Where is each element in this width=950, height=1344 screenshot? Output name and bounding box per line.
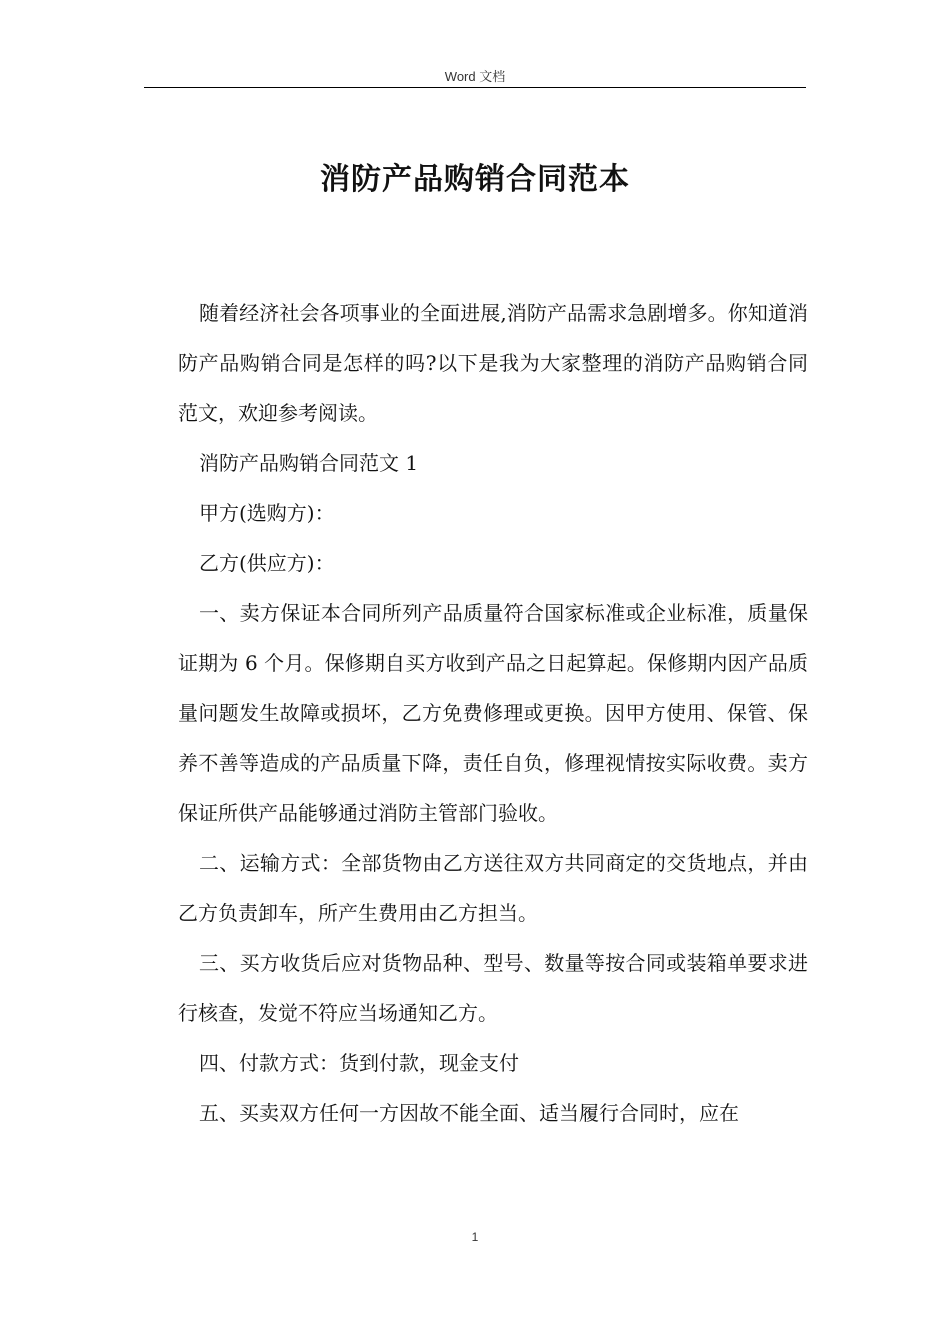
paragraph-party-a: 甲方(选购方)： bbox=[199, 501, 335, 525]
document-title: 消防产品购销合同范本 bbox=[320, 162, 630, 197]
paragraph-clause-1: 一、卖方保证本合同所列产品质量符合国家标准或企业标准，质量保证期为 6 个月。保修期自买方收到产品之日起算起。保修期内因产品质量问题发生故障或损坏，乙方免费修理或更换。因甲方使用、保管、保养不善等造成的产品质量下降，责任自负，修理视情按实际收费。卖方保证所供产品能够通过消防主管部门验收。 bbox=[178, 601, 808, 825]
page-header-label: Word 文档 bbox=[444, 69, 506, 84]
paragraph-intro: 随着经济社会各项事业的全面进展,消防产品需求急剧增多。你知道消防产品购销合同是怎样的吗?以下是我为大家整理的消防产品购销合同范文，欢迎参考阅读。 bbox=[178, 301, 808, 425]
page-number: 1 bbox=[471, 1230, 479, 1244]
paragraph-clause-3: 三、买方收货后应对货物品种、型号、数量等按合同或装箱单要求进行核查，发觉不符应当场通知乙方。 bbox=[178, 951, 808, 1025]
paragraph-clause-4: 四、付款方式：货到付款，现金支付 bbox=[199, 1051, 519, 1075]
header-divider bbox=[144, 87, 806, 88]
paragraph-clause-2: 二、运输方式：全部货物由乙方送往双方共同商定的交货地点，并由乙方负责卸车，所产生费用由乙方担当。 bbox=[178, 851, 808, 925]
paragraph-clause-5: 五、买卖双方任何一方因故不能全面、适当履行合同时，应在 bbox=[199, 1101, 739, 1125]
document-body bbox=[178, 288, 808, 1138]
paragraph-party-b: 乙方(供应方)： bbox=[199, 551, 335, 575]
paragraph-section-heading: 消防产品购销合同范文 1 bbox=[199, 451, 419, 475]
